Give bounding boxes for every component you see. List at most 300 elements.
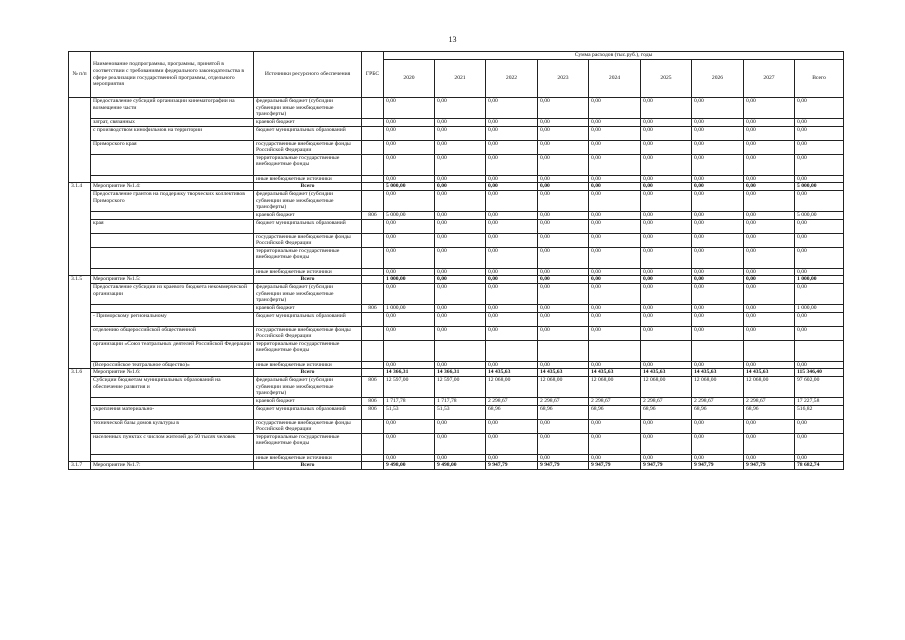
amount-cell: 0,00 xyxy=(538,219,589,233)
table-row xyxy=(69,175,844,183)
amount-cell: 14 366,31 xyxy=(384,369,435,377)
header-year: 2026 xyxy=(692,60,744,98)
amount-cell: 0,00 xyxy=(589,268,641,276)
amount-cell: 0,00 xyxy=(795,419,844,433)
amount-cell: 0,00 xyxy=(435,312,486,326)
amount-cell: 2 298,67 xyxy=(486,397,538,405)
table-row xyxy=(69,211,844,219)
amount-cell: 0,00 xyxy=(486,276,538,284)
amount-cell: 0,00 xyxy=(744,454,795,462)
measure-description: затрат, связанных xyxy=(91,119,254,127)
table-row xyxy=(69,369,844,377)
measure-description xyxy=(91,397,254,405)
measure-description xyxy=(91,304,254,312)
amount-cell: 0,00 xyxy=(486,247,538,268)
amount-cell: 0,00 xyxy=(435,183,486,191)
amount-cell: 0,00 xyxy=(744,126,795,140)
amount-cell: 0,00 xyxy=(435,326,486,340)
amount-cell: 0,00 xyxy=(641,219,692,233)
amount-cell: 0,00 xyxy=(435,190,486,211)
amount-cell: 0,00 xyxy=(795,98,844,119)
header-year: 2023 xyxy=(538,60,589,98)
amount-cell: 0,00 xyxy=(744,312,795,326)
amount-cell: 0,00 xyxy=(692,433,744,454)
source-label: иные внебюджетные источники xyxy=(254,175,362,183)
source-label: бюджет муниципальных образований xyxy=(254,312,362,326)
amount-cell: 68,96 xyxy=(641,405,692,419)
amount-cell: 0,00 xyxy=(486,361,538,369)
amount-cell: 0,00 xyxy=(486,233,538,247)
amount-cell: 0,00 xyxy=(538,140,589,154)
amount-cell: 0,00 xyxy=(486,326,538,340)
table-row xyxy=(69,361,844,369)
amount-cell: 68,96 xyxy=(538,405,589,419)
row-number: 3.1.6 xyxy=(69,369,91,462)
amount-cell xyxy=(641,340,692,361)
amount-cell: 0,00 xyxy=(692,98,744,119)
grbs-code xyxy=(362,433,384,454)
amount-cell: 0,00 xyxy=(744,433,795,454)
amount-cell: 5 000,00 xyxy=(384,183,435,191)
amount-cell: 14 435,63 xyxy=(589,369,641,377)
header-name: Наименование подпрограммы, программы, принятой в соответствии с требованиями федерального законодательства в сфере реализации государственной программы, отдельного мероприятия xyxy=(91,52,254,98)
amount-cell: 0,00 xyxy=(538,312,589,326)
header-grbs: ГРБС xyxy=(362,52,384,98)
amount-cell: 0,00 xyxy=(435,276,486,284)
amount-cell: 0,00 xyxy=(384,268,435,276)
amount-cell: 14 435,63 xyxy=(538,369,589,377)
source-label: Всего xyxy=(254,276,362,284)
amount-cell: 0,00 xyxy=(486,312,538,326)
table-row xyxy=(69,326,844,340)
header-year: 2021 xyxy=(435,60,486,98)
table-row xyxy=(69,304,844,312)
amount-cell: 115 346,40 xyxy=(795,369,844,377)
amount-cell: 0,00 xyxy=(538,175,589,183)
amount-cell: 1 000,00 xyxy=(384,276,435,284)
amount-cell: 0,00 xyxy=(486,219,538,233)
grbs-code xyxy=(362,326,384,340)
source-label: государственные внебюджетные фонды Российской Федерации xyxy=(254,140,362,154)
amount-cell: 0,00 xyxy=(744,247,795,268)
amount-cell: 0,00 xyxy=(384,361,435,369)
table-row xyxy=(69,268,844,276)
amount-cell: 0,00 xyxy=(435,219,486,233)
amount-cell: 0,00 xyxy=(538,419,589,433)
amount-cell: 0,00 xyxy=(795,283,844,304)
measure-description: - Приморскому региональному xyxy=(91,312,254,326)
grbs-code xyxy=(362,233,384,247)
amount-cell: 0,00 xyxy=(641,126,692,140)
amount-cell: 0,00 xyxy=(589,183,641,191)
source-label: бюджет муниципальных образований xyxy=(254,219,362,233)
amount-cell: 0,00 xyxy=(538,268,589,276)
source-label: иные внебюджетные источники xyxy=(254,454,362,462)
amount-cell xyxy=(692,340,744,361)
amount-cell: 0,00 xyxy=(538,190,589,211)
amount-cell: 0,00 xyxy=(641,304,692,312)
grbs-code xyxy=(362,98,384,119)
amount-cell: 51,53 xyxy=(435,405,486,419)
source-label: государственные внебюджетные фонды Российской Федерации xyxy=(254,326,362,340)
amount-cell: 0,00 xyxy=(384,419,435,433)
amount-cell: 0,00 xyxy=(795,119,844,127)
row-number: 3.1.7 xyxy=(69,462,91,470)
budget-table xyxy=(68,51,844,470)
source-label: иные внебюджетные источники xyxy=(254,361,362,369)
amount-cell: 12 597,00 xyxy=(384,376,435,397)
amount-cell: 0,00 xyxy=(589,154,641,175)
amount-cell: 0,00 xyxy=(641,268,692,276)
amount-cell: 0,00 xyxy=(744,283,795,304)
amount-cell: 0,00 xyxy=(641,140,692,154)
source-label: Всего xyxy=(254,183,362,191)
grbs-code xyxy=(362,283,384,304)
amount-cell: 14 435,63 xyxy=(744,369,795,377)
amount-cell: 0,00 xyxy=(692,219,744,233)
source-label: Всего xyxy=(254,369,362,377)
amount-cell xyxy=(486,340,538,361)
amount-cell: 0,00 xyxy=(538,98,589,119)
amount-cell: 1 000,00 xyxy=(795,304,844,312)
amount-cell: 0,00 xyxy=(589,312,641,326)
amount-cell: 0,00 xyxy=(641,233,692,247)
amount-cell: 5 000,00 xyxy=(795,211,844,219)
amount-cell xyxy=(384,340,435,361)
amount-cell: 0,00 xyxy=(744,140,795,154)
measure-title: Мероприятие №1.7: xyxy=(91,462,254,470)
amount-cell: 0,00 xyxy=(538,119,589,127)
measure-description: Предоставление грантов на поддержку творческих коллективов Приморского xyxy=(91,190,254,211)
amount-cell: 0,00 xyxy=(744,175,795,183)
measure-description xyxy=(91,154,254,175)
table-row xyxy=(69,154,844,175)
amount-cell: 0,00 xyxy=(641,154,692,175)
amount-cell: 0,00 xyxy=(744,326,795,340)
source-label: Всего xyxy=(254,462,362,470)
amount-cell: 0,00 xyxy=(486,454,538,462)
measure-title: Мероприятие №1.4: xyxy=(91,183,254,191)
amount-cell: 0,00 xyxy=(435,211,486,219)
grbs-code xyxy=(362,190,384,211)
amount-cell: 0,00 xyxy=(486,126,538,140)
grbs-code xyxy=(362,419,384,433)
measure-description: Предоставление субсидии из краевого бюджета некоммерческой организации xyxy=(91,283,254,304)
table-row xyxy=(69,98,844,119)
amount-cell: 68,96 xyxy=(744,405,795,419)
grbs-code xyxy=(362,219,384,233)
amount-cell: 0,00 xyxy=(538,211,589,219)
amount-cell: 0,00 xyxy=(641,454,692,462)
measure-description: технической базы домов культуры в xyxy=(91,419,254,433)
amount-cell: 0,00 xyxy=(589,361,641,369)
grbs-code xyxy=(362,268,384,276)
amount-cell: 0,00 xyxy=(589,283,641,304)
amount-cell: 0,00 xyxy=(692,154,744,175)
table-row xyxy=(69,126,844,140)
amount-cell: 0,00 xyxy=(692,247,744,268)
amount-cell: 0,00 xyxy=(795,361,844,369)
amount-cell: 0,00 xyxy=(538,283,589,304)
table-row xyxy=(69,376,844,397)
amount-cell: 0,00 xyxy=(384,326,435,340)
amount-cell: 0,00 xyxy=(589,119,641,127)
row-number xyxy=(69,98,91,183)
amount-cell: 9 947,79 xyxy=(486,462,538,470)
amount-cell: 0,00 xyxy=(384,154,435,175)
measure-description xyxy=(91,175,254,183)
amount-cell: 0,00 xyxy=(641,183,692,191)
amount-cell: 5 000,00 xyxy=(795,183,844,191)
table-row xyxy=(69,312,844,326)
table-row xyxy=(69,405,844,419)
amount-cell: 0,00 xyxy=(538,126,589,140)
amount-cell: 0,00 xyxy=(435,433,486,454)
amount-cell: 2 298,67 xyxy=(744,397,795,405)
amount-cell: 68,96 xyxy=(486,405,538,419)
amount-cell: 0,00 xyxy=(486,154,538,175)
source-label: федеральный бюджет (субсидии субвенции иные межбюджетные трансферты) xyxy=(254,283,362,304)
amount-cell: 14 435,63 xyxy=(486,369,538,377)
amount-cell: 0,00 xyxy=(384,219,435,233)
measure-description: населенных пунктах с числом жителей до 50 тысяч человек xyxy=(91,433,254,454)
amount-cell: 0,00 xyxy=(589,140,641,154)
amount-cell: 0,00 xyxy=(589,419,641,433)
table-row xyxy=(69,276,844,284)
amount-cell: 0,00 xyxy=(795,126,844,140)
amount-cell: 0,00 xyxy=(692,454,744,462)
amount-cell: 0,00 xyxy=(641,119,692,127)
amount-cell: 0,00 xyxy=(486,98,538,119)
source-label: бюджет муниципальных образований xyxy=(254,126,362,140)
amount-cell: 0,00 xyxy=(744,361,795,369)
amount-cell: 14 435,63 xyxy=(692,369,744,377)
amount-cell: 0,00 xyxy=(795,190,844,211)
amount-cell: 0,00 xyxy=(744,233,795,247)
amount-cell: 0,00 xyxy=(692,190,744,211)
amount-cell: 0,00 xyxy=(486,211,538,219)
measure-description: Приморского края xyxy=(91,140,254,154)
source-label: территориальные государственные внебюджетные фонды xyxy=(254,154,362,175)
amount-cell: 0,00 xyxy=(641,276,692,284)
amount-cell: 12 068,00 xyxy=(692,376,744,397)
amount-cell: 0,00 xyxy=(384,233,435,247)
table-row xyxy=(69,419,844,433)
amount-cell: 9 947,79 xyxy=(641,462,692,470)
amount-cell: 0,00 xyxy=(486,119,538,127)
amount-cell: 0,00 xyxy=(744,211,795,219)
table-row xyxy=(69,247,844,268)
amount-cell: 9 947,79 xyxy=(589,462,641,470)
amount-cell: 516,82 xyxy=(795,405,844,419)
amount-cell: 0,00 xyxy=(589,175,641,183)
amount-cell: 0,00 xyxy=(692,283,744,304)
source-label: государственные внебюджетные фонды Российской Федерации xyxy=(254,233,362,247)
grbs-code xyxy=(362,454,384,462)
amount-cell: 0,00 xyxy=(692,119,744,127)
grbs-code xyxy=(362,140,384,154)
amount-cell: 0,00 xyxy=(435,154,486,175)
amount-cell: 1 000,00 xyxy=(384,304,435,312)
grbs-code xyxy=(362,361,384,369)
amount-cell: 0,00 xyxy=(795,154,844,175)
measure-description: с производством кинофильмов на территории xyxy=(91,126,254,140)
amount-cell: 0,00 xyxy=(641,326,692,340)
grbs-code xyxy=(362,183,384,191)
table-row xyxy=(69,283,844,304)
table-row xyxy=(69,397,844,405)
amount-cell: 0,00 xyxy=(692,126,744,140)
grbs-code: 806 xyxy=(362,211,384,219)
amount-cell: 0,00 xyxy=(435,268,486,276)
amount-cell: 0,00 xyxy=(641,190,692,211)
amount-cell: 0,00 xyxy=(744,219,795,233)
header-sum: Сумма расходов (тыс.руб.), годы xyxy=(384,52,844,60)
table-row xyxy=(69,462,844,470)
measure-description xyxy=(91,233,254,247)
row-number: 3.1.5 xyxy=(69,276,91,369)
grbs-code xyxy=(362,175,384,183)
amount-cell: 0,00 xyxy=(435,247,486,268)
amount-cell: 0,00 xyxy=(538,154,589,175)
amount-cell: 0,00 xyxy=(435,233,486,247)
amount-cell: 0,00 xyxy=(538,276,589,284)
amount-cell: 0,00 xyxy=(486,190,538,211)
amount-cell: 0,00 xyxy=(744,268,795,276)
amount-cell: 0,00 xyxy=(435,119,486,127)
row-number: 3.1.4 xyxy=(69,183,91,276)
amount-cell: 0,00 xyxy=(384,126,435,140)
amount-cell: 2 298,67 xyxy=(538,397,589,405)
table-row xyxy=(69,219,844,233)
table-row xyxy=(69,433,844,454)
amount-cell: 2 298,67 xyxy=(589,397,641,405)
header-year: Всего xyxy=(795,60,844,98)
amount-cell: 0,00 xyxy=(384,247,435,268)
amount-cell: 9 947,79 xyxy=(744,462,795,470)
header-year: 2022 xyxy=(486,60,538,98)
amount-cell: 68,96 xyxy=(692,405,744,419)
amount-cell: 0,00 xyxy=(435,454,486,462)
amount-cell: 0,00 xyxy=(589,326,641,340)
amount-cell: 0,00 xyxy=(384,119,435,127)
amount-cell: 0,00 xyxy=(641,361,692,369)
amount-cell: 0,00 xyxy=(641,419,692,433)
amount-cell: 0,00 xyxy=(435,98,486,119)
amount-cell: 0,00 xyxy=(795,140,844,154)
measure-description: организации «Союз театральных деятелей Российской Федерации xyxy=(91,340,254,361)
amount-cell: 0,00 xyxy=(486,283,538,304)
amount-cell: 0,00 xyxy=(435,126,486,140)
amount-cell: 2 298,67 xyxy=(641,397,692,405)
amount-cell: 0,00 xyxy=(641,98,692,119)
amount-cell: 0,00 xyxy=(589,233,641,247)
amount-cell: 0,00 xyxy=(692,211,744,219)
amount-cell: 0,00 xyxy=(692,140,744,154)
amount-cell: 0,00 xyxy=(692,233,744,247)
amount-cell: 0,00 xyxy=(384,454,435,462)
amount-cell: 12 597,00 xyxy=(435,376,486,397)
amount-cell: 1 717,78 xyxy=(435,397,486,405)
amount-cell: 68,96 xyxy=(589,405,641,419)
table-row xyxy=(69,454,844,462)
amount-cell: 0,00 xyxy=(384,433,435,454)
grbs-code xyxy=(362,340,384,361)
amount-cell: 0,00 xyxy=(486,183,538,191)
amount-cell: 0,00 xyxy=(641,312,692,326)
amount-cell: 0,00 xyxy=(589,304,641,312)
amount-cell: 0,00 xyxy=(589,219,641,233)
amount-cell: 0,00 xyxy=(538,233,589,247)
amount-cell: 0,00 xyxy=(589,211,641,219)
amount-cell: 0,00 xyxy=(384,98,435,119)
header-year: 2025 xyxy=(641,60,692,98)
table-row xyxy=(69,340,844,361)
amount-cell: 0,00 xyxy=(692,268,744,276)
source-label: федеральный бюджет (субсидии субвенции иные межбюджетные трансферты) xyxy=(254,98,362,119)
measure-description: края xyxy=(91,219,254,233)
amount-cell xyxy=(795,340,844,361)
amount-cell: 0,00 xyxy=(795,268,844,276)
amount-cell xyxy=(744,340,795,361)
amount-cell: 0,00 xyxy=(692,361,744,369)
amount-cell: 0,00 xyxy=(692,326,744,340)
amount-cell: 0,00 xyxy=(589,247,641,268)
amount-cell: 0,00 xyxy=(589,98,641,119)
amount-cell: 0,00 xyxy=(795,312,844,326)
amount-cell: 0,00 xyxy=(538,361,589,369)
amount-cell: 0,00 xyxy=(435,140,486,154)
measure-description: отделению общероссийской общественной xyxy=(91,326,254,340)
amount-cell: 9 498,00 xyxy=(384,462,435,470)
amount-cell: 0,00 xyxy=(538,247,589,268)
header-year: 2020 xyxy=(384,60,435,98)
measure-description: (Всероссийское театральное общество)» xyxy=(91,361,254,369)
amount-cell: 0,00 xyxy=(744,304,795,312)
header-num: № п/п xyxy=(69,52,91,98)
amount-cell: 0,00 xyxy=(641,283,692,304)
amount-cell: 0,00 xyxy=(795,454,844,462)
amount-cell: 0,00 xyxy=(486,419,538,433)
amount-cell: 0,00 xyxy=(744,276,795,284)
amount-cell: 97 602,00 xyxy=(795,376,844,397)
amount-cell: 0,00 xyxy=(692,312,744,326)
amount-cell: 0,00 xyxy=(384,140,435,154)
amount-cell: 14 366,31 xyxy=(435,369,486,377)
amount-cell: 0,00 xyxy=(744,183,795,191)
amount-cell: 12 068,00 xyxy=(641,376,692,397)
amount-cell: 0,00 xyxy=(795,219,844,233)
amount-cell: 0,00 xyxy=(538,454,589,462)
source-label: государственные внебюджетные фонды Российской Федерации xyxy=(254,419,362,433)
amount-cell: 0,00 xyxy=(486,304,538,312)
amount-cell: 0,00 xyxy=(692,183,744,191)
grbs-code: 806 xyxy=(362,376,384,397)
amount-cell: 17 227,58 xyxy=(795,397,844,405)
source-label: территориальные государственные внебюджетные фонды xyxy=(254,433,362,454)
amount-cell: 5 000,00 xyxy=(384,211,435,219)
table-row xyxy=(69,233,844,247)
page-number: 13 xyxy=(448,35,457,44)
source-label: территориальные государственные внебюджетные фонды xyxy=(254,340,362,361)
grbs-code xyxy=(362,126,384,140)
measure-description xyxy=(91,454,254,462)
amount-cell: 0,00 xyxy=(538,304,589,312)
amount-cell: 0,00 xyxy=(435,175,486,183)
source-label: иные внебюджетные источники xyxy=(254,268,362,276)
amount-cell: 0,00 xyxy=(384,312,435,326)
amount-cell: 12 068,00 xyxy=(589,376,641,397)
